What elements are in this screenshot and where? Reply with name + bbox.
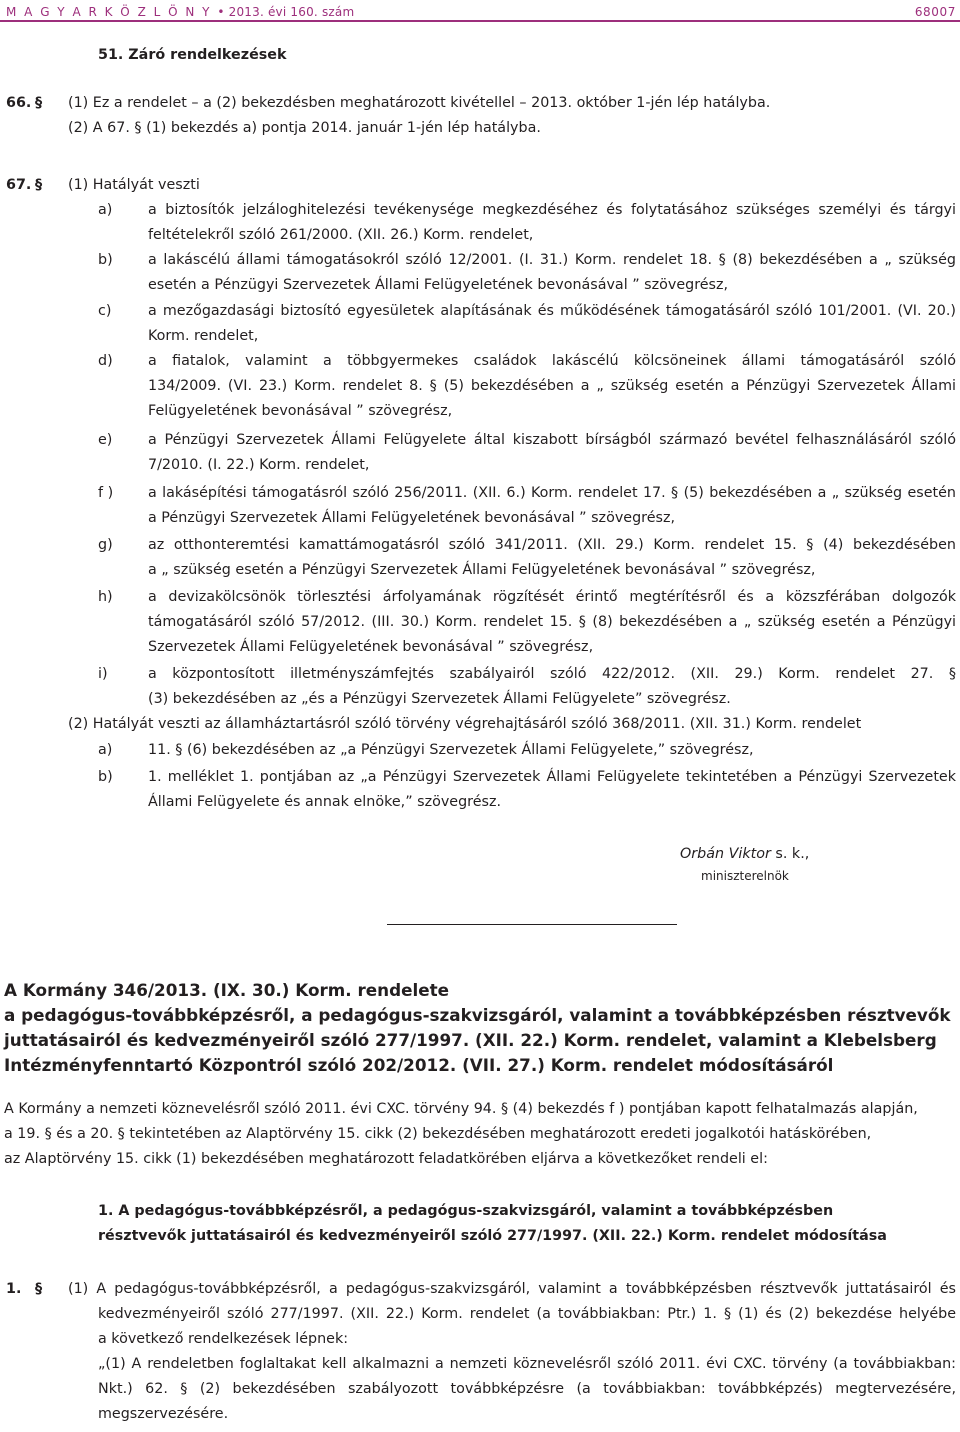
paragraph-number: 67. xyxy=(6,177,32,193)
subsection-text: (1) Hatályát veszti xyxy=(68,177,200,193)
item-text: a mezőgazdasági biztosító egyesületek alapításának és működésének támogatásáról szóló 101/2001. (VI. 20.) xyxy=(148,303,956,319)
item-marker: b) xyxy=(98,252,113,268)
item-marker: a) xyxy=(98,202,113,218)
item-text: támogatásáról szóló 57/2012. (III. 30.) Korm. rendelet 15. § (8) bekezdésében a „ szükség esetén a Pénzügyi xyxy=(148,614,956,630)
header-rule xyxy=(0,20,960,22)
item-marker: b) xyxy=(98,769,113,785)
item-text: a központosított illetményszámfejtés szabályairól szóló 422/2012. (XII. 29.) Korm. rendelet 27. § xyxy=(148,666,956,682)
item-text: Szervezetek Állami Felügyeletének bevonásával ” szövegrész, xyxy=(148,639,594,655)
item-marker: d) xyxy=(98,353,113,369)
item-text: a biztosítók jelzáloghitelezési tevékenysége megkezdéséhez és folytatásához szükséges személyi és tárgyi xyxy=(148,202,956,218)
item-text: a lakásépítési támogatásról szóló 256/2011. (XII. 6.) Korm. rendelet 17. § (5) bekezdésében a „ szükség esetén xyxy=(148,485,956,501)
paragraph-number: 1. xyxy=(6,1281,22,1297)
preamble-text: a 19. § és a 20. § tekintetében az Alaptörvény 15. cikk (2) bekezdésében meghatározott eredeti jogalkotói hatáskörében, xyxy=(4,1126,872,1142)
item-text: a Pénzügyi Szervezetek Állami Felügyeletének bevonásával ” szövegrész, xyxy=(148,510,676,526)
item-marker: f ) xyxy=(98,485,114,501)
section-symbol: § xyxy=(35,177,43,193)
decree-subtitle: a pedagógus-továbbképzésről, a pedagógus-szakvizsgáról, valamint a továbbképzésben résztvevők xyxy=(4,1005,951,1025)
item-text: 1. melléklet 1. pontjában az „a Pénzügyi Szervezetek Állami Felügyelete tekintetében a Pénzügyi Szervezetek xyxy=(148,769,956,785)
signatory-role: miniszterelnök xyxy=(701,869,789,883)
item-text: 11. § (6) bekezdésében az „a Pénzügyi Szervezetek Állami Felügyelete,” szövegrész, xyxy=(148,742,754,758)
item-text: a fiatalok, valamint a többgyermekes családok lakáscélú kölcsöneinek állami támogatásáról szóló xyxy=(148,353,956,369)
item-text: 7/2010. (I. 22.) Korm. rendelet, xyxy=(148,457,370,473)
subsection-text: (2) Hatályát veszti az államháztartásról szóló törvény végrehajtásáról szóló 368/2011. (XII. 31.) Korm. rendelet xyxy=(68,716,862,732)
paragraph-text: (1) Ez a rendelet – a (2) bekezdésben meghatározott kivétellel – 2013. október 1-jén lép hatályba. xyxy=(68,95,771,111)
preamble-text: A Kormány a nemzeti köznevelésről szóló 2011. évi CXC. törvény 94. § (4) bekezdés f ) pontjában kapott felhatalmazás alapján, xyxy=(4,1101,918,1117)
journal-title: M A G Y A R K Ö Z L Ö N Y • 2013. évi 160. szám xyxy=(6,5,355,19)
decree-subtitle: juttatásairól és kedvezményeiről szóló 277/1997. (XII. 22.) Korm. rendelet, valamint a Klebelsberg xyxy=(4,1030,937,1050)
item-text: a Pénzügyi Szervezetek Állami Felügyelete által kiszabott bírságból származó bevétel felhasználásáról szóló xyxy=(148,432,956,448)
decree-title: A Kormány 346/2013. (IX. 30.) Korm. rendelete xyxy=(4,980,450,1000)
paragraph-text: megszervezésére. xyxy=(98,1406,229,1422)
item-text: a lakáscélú állami támogatásokról szóló 12/2001. (I. 31.) Korm. rendelet 18. § (8) bekezdésében a „ szükség xyxy=(148,252,956,268)
item-marker: h) xyxy=(98,589,113,605)
separator-line xyxy=(387,924,677,925)
signatory-name: Orbán Viktor xyxy=(680,846,771,862)
item-marker: g) xyxy=(98,537,113,553)
running-header xyxy=(0,0,960,22)
item-marker: a) xyxy=(98,742,113,758)
item-marker: c) xyxy=(98,303,112,319)
decree-subtitle: Intézményfenntartó Központról szóló 202/2012. (VII. 27.) Korm. rendelet módosításáról xyxy=(4,1055,834,1075)
item-text: a devizakölcsönök törlesztési árfolyamának rögzítését érintő megtérítésről és a közszférában dolgozók xyxy=(148,589,956,605)
preamble-text: az Alaptörvény 15. cikk (1) bekezdésében meghatározott feladatkörében eljárva a következőket rendeli el: xyxy=(4,1151,768,1167)
paragraph-text: „(1) A rendeletben foglaltakat kell alkalmazni a nemzeti köznevelésről szóló 2011. évi CXC. törvény (a továbbiakban: xyxy=(98,1356,956,1372)
page-number: 68007 xyxy=(914,5,956,19)
paragraph-text: kedvezményeiről szóló 277/1997. (XII. 22.) Korm. rendelet (a továbbiakban: Ptr.) 1. § (1) és (2) bekezdése helyébe xyxy=(98,1306,956,1322)
chapter-heading: 1. A pedagógus-továbbképzésről, a pedagógus-szakvizsgáról, valamint a továbbképzésben xyxy=(98,1203,834,1219)
paragraph-text: (1) A pedagógus-továbbképzésről, a pedagógus-szakvizsgáról, valamint a továbbképzésben résztvevők juttatásairól és xyxy=(68,1281,956,1297)
chapter-heading: résztvevők juttatásairól és kedvezményeiről szóló 277/1997. (XII. 22.) Korm. rendelet módosítása xyxy=(98,1228,887,1244)
section-symbol: § xyxy=(35,1281,43,1297)
item-marker: i) xyxy=(98,666,108,682)
item-text: 134/2009. (VI. 23.) Korm. rendelet 8. § (5) bekezdésében a „ szükség esetén a Pénzügyi Szervezetek Állami xyxy=(148,378,956,394)
paragraph-text: a következő rendelkezések lépnek: xyxy=(98,1331,349,1347)
paragraph-text: (2) A 67. § (1) bekezdés a) pontja 2014. január 1-jén lép hatályba. xyxy=(68,120,541,136)
signature-suffix: s. k., xyxy=(770,846,810,862)
paragraph-number: 66. xyxy=(6,95,32,111)
item-marker: e) xyxy=(98,432,113,448)
item-text: Korm. rendelet, xyxy=(148,328,259,344)
paragraph-text: Nkt.) 62. § (2) bekezdésében szabályozott továbbképzésre (a továbbiakban: továbbképzés) megtervezésére, xyxy=(98,1381,956,1397)
item-text: a „ szükség esetén a Pénzügyi Szervezetek Állami Felügyeletének bevonásával ” szövegrész, xyxy=(148,562,816,578)
item-text: esetén a Pénzügyi Szervezetek Állami Felügyeletének bevonásával ” szövegrész, xyxy=(148,277,729,293)
item-text: Felügyeletének bevonásával ” szövegrész, xyxy=(148,403,453,419)
item-text: az otthonteremtési kamattámogatásról szóló 341/2011. (XII. 29.) Korm. rendelet 15. § (4) bekezdésében xyxy=(148,537,956,553)
item-text: feltételekről szóló 261/2000. (XII. 26.) Korm. rendelet, xyxy=(148,227,534,243)
section-symbol: § xyxy=(35,95,43,111)
section-heading: 51. Záró rendelkezések xyxy=(98,47,287,63)
item-text: Állami Felügyelete és annak elnöke,” szövegrész. xyxy=(148,794,502,810)
item-text: (3) bekezdésében az „és a Pénzügyi Szervezetek Állami Felügyelete” szövegrész. xyxy=(148,691,731,707)
